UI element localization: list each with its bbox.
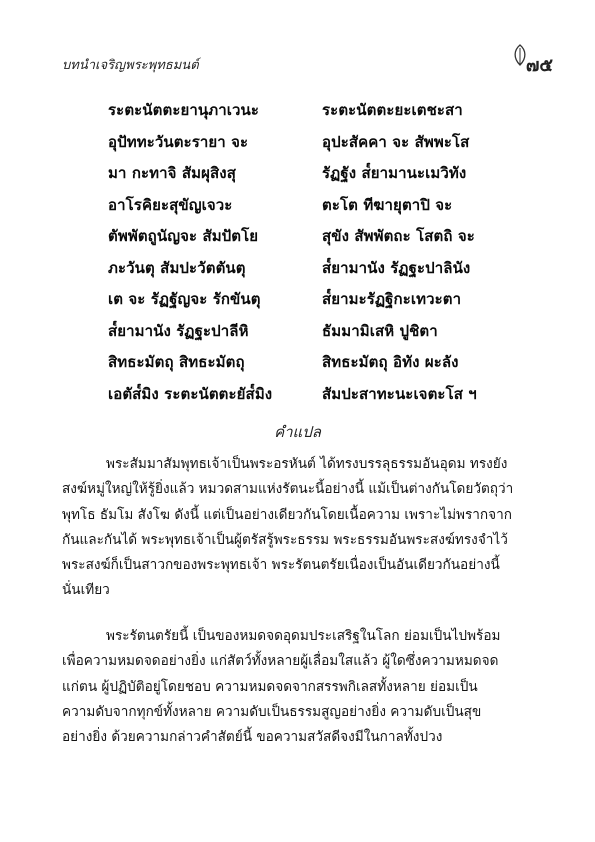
page-number: ๗๕ bbox=[525, 55, 553, 76]
paragraph-line: เพื่อความหมดจดอย่างยิ่ง แก่สัตว์ทั้งหลายผู้เลื่อมใสแล้ว ผู้ใดซึ่งความหมดจด bbox=[62, 653, 499, 670]
verse-left-line: เอตัส๎มิง ระตะนัตตะยัส๎มิง bbox=[108, 384, 273, 403]
paragraph-line: สงฆ์หมู่ใหญ่ให้รู้ยิ่งแล้ว หมวดสามแห่งรัตนะนี้อย่างนี้ แม้เป็นต่างกันโดยวัตถุว่า bbox=[62, 481, 514, 498]
verse-left-line: มา กะทาจิ สัมผุสิงสุ bbox=[108, 164, 236, 182]
pali-verse-block bbox=[108, 98, 508, 413]
verse-right-line: สัมปะสาทะนะเจตะโส ฯ bbox=[322, 384, 477, 403]
paragraph-line: แก่ตน ผู้ปฏิบัติอยู่โดยชอบ ความหมดจดจากสรรพกิเลสทั้งหลาย ย่อมเป็น bbox=[62, 678, 478, 695]
verse-left-line: เต จะ รัฏฐัญจะ รักขันตุ bbox=[108, 290, 261, 308]
verse-left-line: ภะวันตุ สัมปะวัตตันตุ bbox=[108, 258, 246, 277]
verse-row bbox=[108, 319, 508, 351]
verse-row bbox=[108, 224, 508, 256]
translation-paragraph bbox=[62, 452, 540, 604]
verse-row bbox=[108, 350, 508, 382]
verse-right-line: รัฏฐัง ส๎ยามานะเมวิทัง bbox=[322, 164, 467, 182]
verse-right-line: ระตะนัตตะยะเตชะสา bbox=[322, 101, 463, 119]
verse-row bbox=[108, 287, 508, 319]
verse-right-line: ตะโต ทีฆายุตาปิ จะ bbox=[322, 195, 453, 214]
verse-left-line: ส๎ยามานัง รัฏฐะปาลีหิ bbox=[108, 321, 249, 340]
translation-paragraph bbox=[62, 624, 540, 750]
verse-right-line: ธัมมามิเสหิ ปูชิตา bbox=[322, 321, 438, 340]
verse-right-line: ส๎ยามะรัฏฐิกะเทวะตา bbox=[322, 290, 462, 308]
verse-row bbox=[108, 382, 508, 414]
translation-heading: คำแปล bbox=[274, 423, 321, 441]
verse-right-line: อุปะสัคคา จะ สัพพะโส bbox=[322, 132, 470, 151]
verse-left-line: ตัพพัตถูนัญจะ สัมปัตโย bbox=[108, 227, 259, 245]
verse-row bbox=[108, 98, 508, 130]
verse-left-line: อาโรคิยะสุขัญเจวะ bbox=[108, 195, 233, 214]
paragraph-line: อย่างยิ่ง ด้วยความกล่าวคำสัตย์นี้ ขอความสวัสดีจงมีในกาลทั้งปวง bbox=[62, 729, 443, 746]
verse-left-line: อุปัททะวันตะรายา จะ bbox=[108, 132, 249, 151]
paragraph-line: พระสงฆ์ก็เป็นสาวกของพระพุทธเจ้า พระรัตนตรัยเนื่องเป็นอันเดียวกันอย่างนี้ bbox=[62, 557, 500, 574]
paragraph-line: กันและกันได้ พระพุทธเจ้าเป็นผู้ตรัสรู้พระธรรม พระธรรมอันพระสงฆ์ทรงจำไว้ bbox=[62, 531, 508, 548]
verse-right-line: สิทธะมัตถุ อิทัง ผะลัง bbox=[322, 353, 459, 371]
running-title: บทนำเจริญพระพุทธมนต์ bbox=[62, 58, 199, 73]
verse-right-line: ส๎ยามานัง รัฏฐะปาลินัง bbox=[322, 258, 471, 277]
verse-left-line: ระตะนัตตะยานุภาเวนะ bbox=[108, 101, 260, 119]
verse-row bbox=[108, 193, 508, 225]
paragraph-line: พระรัตนตรัยนี้ เป็นของหมดจดอุดมประเสริฐในโลก ย่อมเป็นไปพร้อม bbox=[106, 628, 501, 644]
page-header bbox=[62, 54, 555, 78]
verse-row bbox=[108, 161, 508, 193]
verse-right-line: สุขัง สัพพัตถะ โสตถิ จะ bbox=[322, 227, 475, 245]
paragraph-line: พระสัมมาสัมพุทธเจ้าเป็นพระอรหันต์ ได้ทรงบรรลุธรรมอันอุดม ทรงยัง bbox=[106, 456, 508, 472]
paragraph-line: นั่นเทียว bbox=[62, 582, 110, 599]
paragraph-line: ความดับจากทุกข์ทั้งหลาย ความดับเป็นธรรมสูญอย่างยิ่ง ความดับเป็นสุข bbox=[62, 703, 482, 720]
verse-left-line: สิทธะมัตถุ สิทธะมัตถุ bbox=[108, 353, 245, 371]
verse-row bbox=[108, 130, 508, 162]
paragraph-line: พุทโธ ธัมโม สังโฆ ดังนี้ แต่เป็นอย่างเดียวกันโดยเนื้อความ เพราะไม่พรากจาก bbox=[62, 506, 512, 523]
verse-row bbox=[108, 256, 508, 288]
